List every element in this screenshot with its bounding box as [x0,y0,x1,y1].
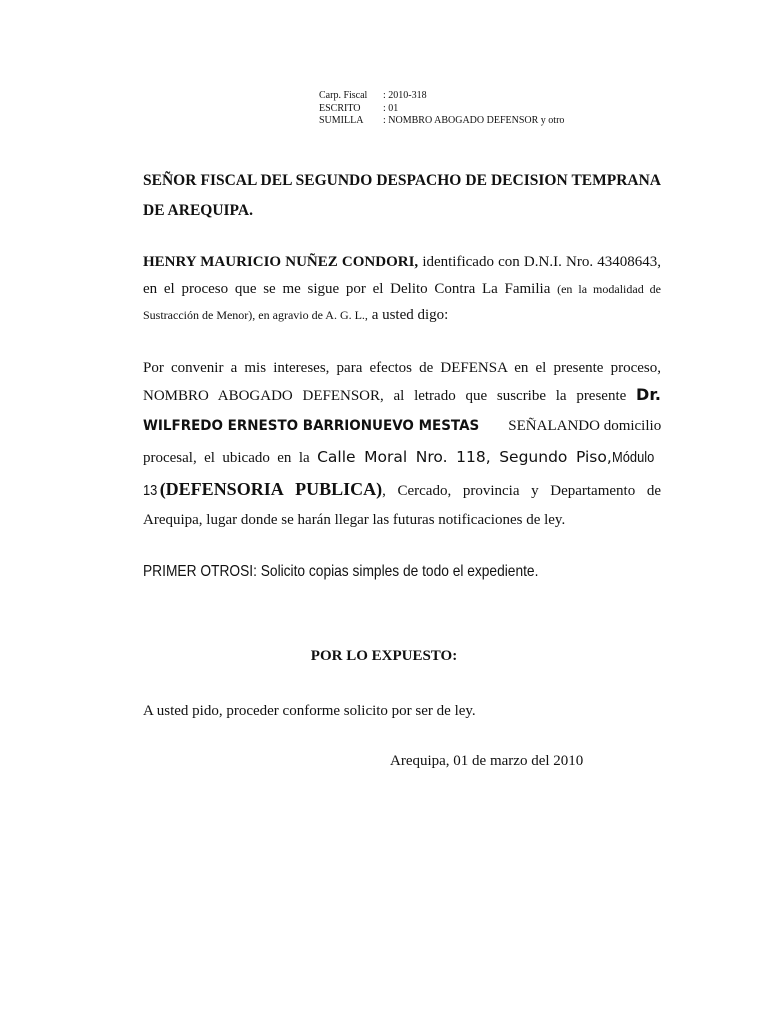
addressee-line-1: SEÑOR FISCAL DEL SEGUNDO DESPACHO DE DECISION TEMPRANA [143,172,661,189]
meta-label: SUMILLA [319,115,364,126]
meta-row-carpeta [319,90,564,103]
body-line-1: Por convenir a mis intereses, para efectos de DEFENSA en el presente proceso, [143,360,661,376]
intro-line-2 [143,279,661,299]
case-metadata [319,90,564,128]
addressee-line-2: DE AREQUIPA. [143,202,253,219]
place-date: Arequipa, 01 de marzo del 2010 [390,753,584,769]
meta-value: : NOMBRO ABOGADO DEFENSOR y otro [383,115,565,126]
intro-greeting: a usted digo: [367,307,449,323]
body-line-4 [143,447,661,468]
body-line-2 [143,385,661,406]
intro-offense-text: Sustracción de Menor), en agravio de A. G. L., [143,308,368,322]
meta-label: ESCRITO [319,102,361,114]
modulo-number: 13 [143,482,158,499]
intro-line-3 [143,305,661,325]
body-line-6: Arequipa, lugar donde se harán llegar las futuras notificaciones de ley. [143,512,566,528]
intro-process-text: en el proceso que se me sigue por el Delito Contra La Familia [143,281,558,297]
appointment-text: NOMBRO ABOGADO DEFENSOR, al letrado que suscribe la presente [143,388,637,404]
modulo-text: Módulo [611,449,655,466]
intro-modality-text: (en la modalidad de [557,282,662,296]
closing-title: POR LO EXPUESTO: [310,648,458,664]
intro-line-1 [143,252,661,272]
petitioner-name: HENRY MAURICIO NUÑEZ CONDORI, [143,254,419,270]
doctor-title: Dr. [636,385,661,404]
address-text: Calle Moral Nro. 118, Segundo Piso, [317,448,612,466]
meta-row-sumilla [319,115,564,128]
domicile-text: SEÑALANDO domicilio [504,418,662,434]
meta-row-escrito [319,103,564,116]
meta-value: : 2010-318 [383,90,427,101]
lawyer-name: WILFREDO ERNESTO BARRIONUEVO MESTAS [143,418,480,434]
petitioner-id: identificado con D.N.I. Nro. 43408643, [418,254,661,270]
domicile-intro: procesal, el ubicado en la [143,450,318,466]
meta-value: : 01 [383,102,399,114]
closing-request: A usted pido, proceder conforme solicito por ser de ley. [143,703,476,719]
body-line-3 [143,416,661,436]
primer-otrosi: PRIMER OTROSI: Solicito copias simples de todo el expediente. [143,563,539,580]
body-line-5 [143,479,661,501]
office-name: (DEFENSORIA PUBLICA) [159,479,383,499]
location-text: , Cercado, provincia y Departamento de [382,483,661,499]
meta-label: Carp. Fiscal [319,90,368,101]
